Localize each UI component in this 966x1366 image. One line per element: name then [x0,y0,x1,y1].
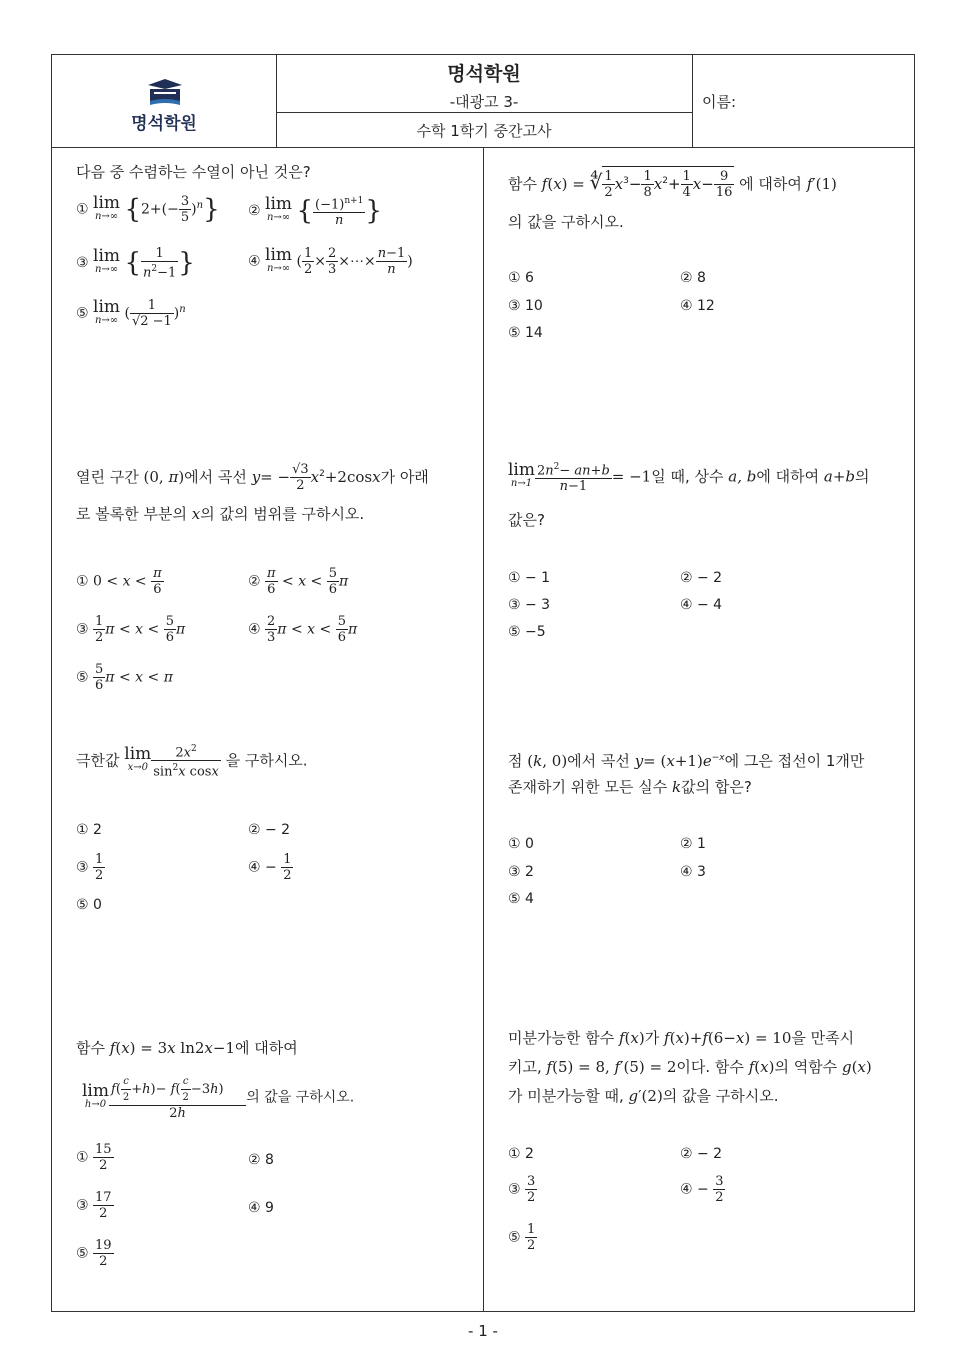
q6-choice-5: ⑤ 4 [508,891,534,907]
academy-logo-icon [146,77,184,107]
q3-line2-pre: 로 볼록한 부분의 [76,505,187,523]
q2-choice-5: ⑤ 14 [508,325,543,341]
q3-choice-1: ① 0 < x < $\frac{\pi}{6}$ [76,566,162,597]
q3-line2-post: 의 값의 범위를 구하시오. [200,505,365,523]
q5-choice-4: ④ − $\frac{1}{2}$ [248,852,292,883]
name-label: 이름: [702,93,737,111]
q6-choice-1: ① 0 [508,836,534,852]
q3-prompt-mid: 에서 곡선 [184,468,247,486]
q5-choice-1: ① 2 [76,822,102,838]
q8-line1: 미분가능한 함수 f(x)가 f(x)+f(6−x) = 10을 만족시 [508,1029,855,1047]
q3-prompt: 열린 구간 (0, π)에서 곡선 y= − $\frac{√3}{2}$ $x^2+2\cos x$가 아래 [76,462,429,493]
q1-choice-2: ② lim n→∞ { $\frac{(-1)^{n+1}}{n}$ } [248,194,382,229]
q8-choice-4: ④ − $\frac{3}{2}$ [680,1174,724,1205]
logo-text: 명석학원 [131,114,197,134]
q8-choice-3: ③ $\frac{3}{2}$ [508,1174,536,1205]
q8-line3-pre: 가 미분가능할 때, [508,1087,624,1105]
q7-choice-3-label: ③ [76,1197,89,1214]
q3-prompt-post: 가 아래 [380,468,429,486]
q5-choice-3-label: ③ [76,859,89,876]
q8-choice-2: ② − 2 [680,1146,723,1162]
q6-prompt-line2: 존재하기 위한 모든 실수 k값의 합은? [508,778,752,796]
school-name: -대광고 3- [449,93,519,111]
q6-choice-3: ③ 2 [508,864,534,880]
q7-limit: lim h→0 f( $\frac{c}{2}$ +h)− f( $\frac{c}{2}$ −3h) 2h 의 값을 구하시오. [82,1076,355,1121]
q6-choice-4: ④ 3 [680,864,706,880]
q8-line2-post: 의 역함수 [774,1058,838,1076]
q8-line1-mid: 가 [644,1029,660,1047]
q1-choice-5: ⑤ lim n→∞ ( $\frac{1}{√2 -1}$ )$^n$ [76,296,186,329]
q7-choice-4: ④ 9 [248,1200,274,1216]
q5-choice-2: ② − 2 [248,822,291,838]
q4-prompt-tail: 의 [855,467,870,486]
q5-choice-3: ③ $\frac{1}{2}$ [76,852,104,883]
q2-choice-4: ④ 12 [680,298,715,314]
q1-choice-3: ③ lim n→∞ { $\frac{1}{n^2-1}$ } [76,246,195,281]
q6-prompt: 점 (k, 0)에서 곡선 $y= (x+1)e^{-x}$에 그은 접선이 1개만 [508,752,865,770]
q2-choice-2: ② 8 [680,270,706,286]
exam-page [51,54,915,1312]
q8-choice-5: ⑤ $\frac{1}{2}$ [508,1222,536,1253]
q7-prompt-tail: 의 값을 구하시오. [246,1089,355,1106]
q8-line1-pre: 미분가능한 함수 [508,1029,615,1047]
q8-choice-4-label: ④ − [680,1181,709,1198]
q2-prompt: 함수 f(x) = ∜ $\frac{1}{2}$ $x^3-$ $\frac{1}{8}$ $x^2+$ $\frac{1}{4}$ x− $\frac{9}{16}$ 에 대하여 f′(1) [508,166,837,200]
q7-choice-1-label: ① [76,1149,89,1166]
q7-prompt-pre: 함수 [76,1039,105,1057]
title-divider [276,112,692,113]
q6-line2-pre: 존재하기 위한 모든 실수 [508,778,668,796]
title-cell [276,55,693,147]
q8-choice-5-label: ⑤ [508,1229,521,1246]
q7-prompt: 함수 f(x) = 3x ln2x−1에 대하여 [76,1039,298,1057]
q6-prompt-post: 에 그은 접선이 1개만 [724,752,865,770]
q5-prompt-post: 을 구하시오. [225,751,308,770]
q8-choice-3-label: ③ [508,1181,521,1198]
exam-title: 수학 1학기 중간고사 [416,122,552,140]
academy-title: 명석학원 [447,63,521,85]
q4-choice-1: ① − 1 [508,570,551,586]
q7-choice-5: ⑤ $\frac{19}{2}$ [76,1238,112,1269]
q8-choice-1: ① 2 [508,1146,534,1162]
q8-line3: 가 미분가능할 때, g′(2)의 값을 구하시오. [508,1087,779,1105]
q6-choice-2: ② 1 [680,836,706,852]
q4-prompt-mid: 일 때, 상수 [651,467,724,486]
header [52,55,914,148]
q5-prompt: 극한값 lim x→0 $\frac{2x^2}{\sin^2x \cos x}$ 을 구하시오. [76,743,308,780]
q7-choice-1: ① $\frac{15}{2}$ [76,1142,112,1173]
q8-line2: 키고, f(5) = 8, f′(5) = 2이다. 함수 f(x)의 역함수 g(x) [508,1058,872,1076]
q4-prompt-line2: 값은? [508,511,545,529]
logo-cell [52,55,277,147]
q3-prompt-line2: 로 볼록한 부분의 x의 값의 범위를 구하시오. [76,505,365,523]
q8-line1-post: 을 만족시 [791,1029,855,1047]
name-cell [692,55,914,147]
q2-choice-3: ③ 10 [508,298,543,314]
q1-choice-4: ④ lim n→∞ ( $\frac{1}{2}$ × $\frac{2}{3}$ ×⋯× $\frac{n-1}{n}$ ) [248,244,413,277]
q5-prompt-pre: 극한값 [76,751,120,770]
q1-choice-1: ① lim n→∞ {2+(− $\frac{3}{5}$ )$^n$} [76,192,220,225]
q2-prompt-pre: 함수 [508,175,537,193]
q5-choice-4-label: ④ − [248,859,277,876]
page-number: - 1 - [468,1322,498,1340]
q2-prompt-post: 에 대하여 [739,175,802,193]
q4-prompt-post: 에 대하여 [756,467,820,486]
q7-choice-2: ② 8 [248,1152,274,1168]
q8-line2-mid: 이다. 함수 [676,1058,744,1076]
q3-choice-4: ④ $\frac{2}{3}$ π < x < $\frac{5}{6}$ π [248,614,358,645]
q8-line2-pre: 키고, [508,1058,542,1076]
q6-prompt-pre: 점 [508,752,523,770]
q8-line3-post: 의 값을 구하시오. [662,1087,779,1105]
q7-choice-5-label: ⑤ [76,1245,89,1262]
q4-choice-5: ⑤ −5 [508,624,546,640]
q2-prompt-tail: 의 값을 구하시오. [508,213,624,231]
q4-choice-2: ② − 2 [680,570,723,586]
q3-choice-2: ② $\frac{\pi}{6}$ < x < $\frac{5}{6}$ π [248,566,349,597]
q3-choice-5: ⑤ $\frac{5}{6}$ π < x < π [76,662,173,693]
q3-choice-3: ③ $\frac{1}{2}$ π < x < $\frac{5}{6}$ π [76,614,186,645]
q2-choice-1: ① 6 [508,270,534,286]
q6-line2-post: 값의 합은? [681,778,752,796]
q4-choice-3: ③ − 3 [508,597,551,613]
q3-prompt-pre: 열린 구간 [76,468,139,486]
q1-prompt: 다음 중 수렴하는 수열이 아닌 것은? [76,163,311,181]
q6-prompt-mid: 에서 곡선 [567,752,630,770]
column-divider [483,147,484,1311]
q4-prompt: lim n→1 $\frac{2n^2- an+b}{n-1}$ = −1일 때, 상수 a, b에 대하여 a+b의 [508,460,870,495]
q7-prompt-post: 에 대하여 [235,1039,298,1057]
q4-choice-4: ④ − 4 [680,597,723,613]
q7-choice-3: ③ $\frac{17}{2}$ [76,1190,112,1221]
q5-choice-5: ⑤ 0 [76,897,102,913]
